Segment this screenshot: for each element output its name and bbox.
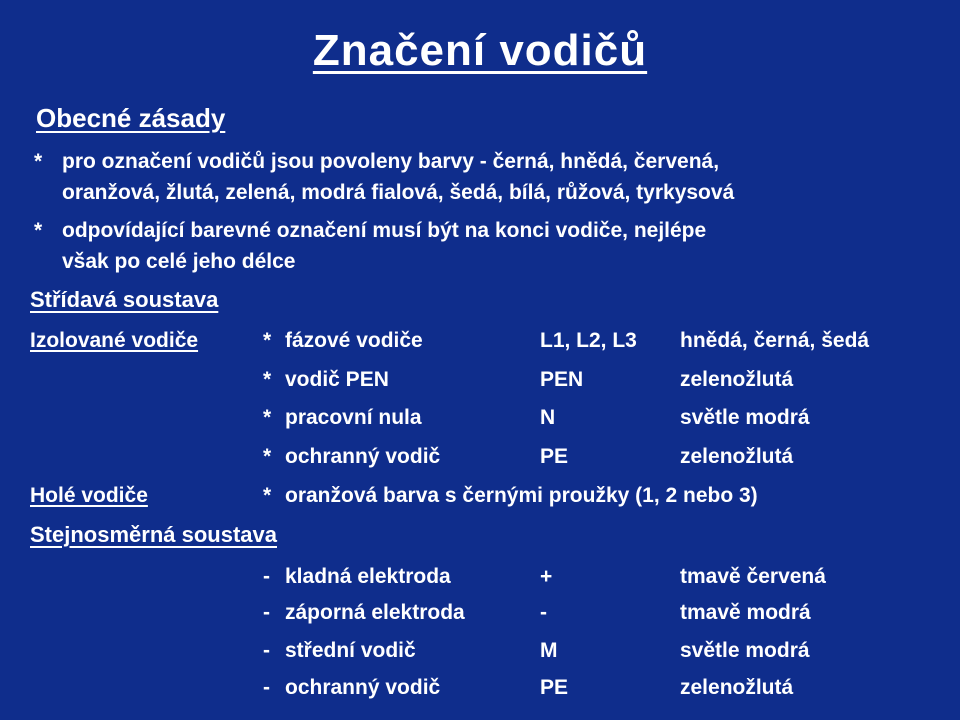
row-mark: - bbox=[263, 601, 270, 624]
conductor-color: světle modrá bbox=[680, 406, 810, 429]
conductor-color: tmavě červená bbox=[680, 565, 826, 588]
dc-row bbox=[0, 601, 960, 635]
page-title: Značení vodičů bbox=[312, 26, 648, 75]
dc-heading: Stejnosměrná soustava bbox=[30, 522, 277, 547]
bullet-text-line: pro označení vodičů jsou povoleny barvy - černá, hnědá, červená, bbox=[62, 150, 720, 173]
row-mark: - bbox=[263, 676, 270, 699]
bullet-text-line: odpovídající barevné označení musí být na konci vodiče, nejlépe bbox=[62, 219, 707, 242]
ac-heading: Střídavá soustava bbox=[30, 287, 219, 312]
bare-row bbox=[0, 484, 960, 518]
conductor-name: kladná elektroda bbox=[285, 565, 451, 588]
conductor-code: N bbox=[540, 406, 556, 429]
row-mark: * bbox=[263, 329, 272, 352]
bullet-text-line: oranžová, žlutá, zelená, modrá fialová, šedá, bílá, růžová, tyrkysová bbox=[62, 181, 735, 204]
conductor-name: záporná elektroda bbox=[285, 601, 465, 624]
row-mark: * bbox=[263, 445, 272, 468]
bare-label: Holé vodiče bbox=[30, 484, 148, 507]
conductor-name: vodič PEN bbox=[285, 368, 389, 391]
conductor-name: ochranný vodič bbox=[285, 445, 441, 468]
row-mark: * bbox=[263, 406, 272, 429]
conductor-color: zelenožlutá bbox=[680, 368, 794, 391]
ac-row bbox=[0, 445, 960, 479]
conductor-name: pracovní nula bbox=[285, 406, 422, 429]
conductor-code: L1, L2, L3 bbox=[540, 329, 637, 352]
conductor-code: M bbox=[540, 639, 558, 662]
conductor-color: světle modrá bbox=[680, 639, 810, 662]
dc-row bbox=[0, 676, 960, 710]
conductor-name: fázové vodiče bbox=[285, 329, 423, 352]
conductor-color: zelenožlutá bbox=[680, 676, 794, 699]
conductor-code: - bbox=[540, 601, 547, 624]
dc-row bbox=[0, 639, 960, 673]
bullet-mark: * bbox=[34, 150, 43, 173]
ac-row bbox=[0, 368, 960, 402]
insulated-label: Izolované vodiče bbox=[30, 329, 199, 352]
conductor-code: PE bbox=[540, 445, 569, 468]
conductor-color: tmavě modrá bbox=[680, 601, 811, 624]
conductor-code: PEN bbox=[540, 368, 584, 391]
conductor-name: ochranný vodič bbox=[285, 676, 441, 699]
conductor-name: střední vodič bbox=[285, 639, 416, 662]
row-mark: * bbox=[263, 484, 272, 507]
row-mark: - bbox=[263, 639, 270, 662]
conductor-code: + bbox=[540, 565, 553, 588]
conductor-code: PE bbox=[540, 676, 569, 699]
ac-row bbox=[0, 406, 960, 440]
conductor-color: hnědá, černá, šedá bbox=[680, 329, 870, 352]
bullet-text-line: však po celé jeho délce bbox=[62, 250, 296, 273]
ac-row bbox=[0, 329, 960, 363]
bare-text: oranžová barva s černými proužky (1, 2 nebo 3) bbox=[285, 484, 758, 507]
conductor-color: zelenožlutá bbox=[680, 445, 794, 468]
bullet-mark: * bbox=[34, 219, 43, 242]
row-mark: * bbox=[263, 368, 272, 391]
section-subtitle: Obecné zásady bbox=[36, 103, 226, 133]
dc-row bbox=[0, 565, 960, 599]
row-mark: - bbox=[263, 565, 270, 588]
